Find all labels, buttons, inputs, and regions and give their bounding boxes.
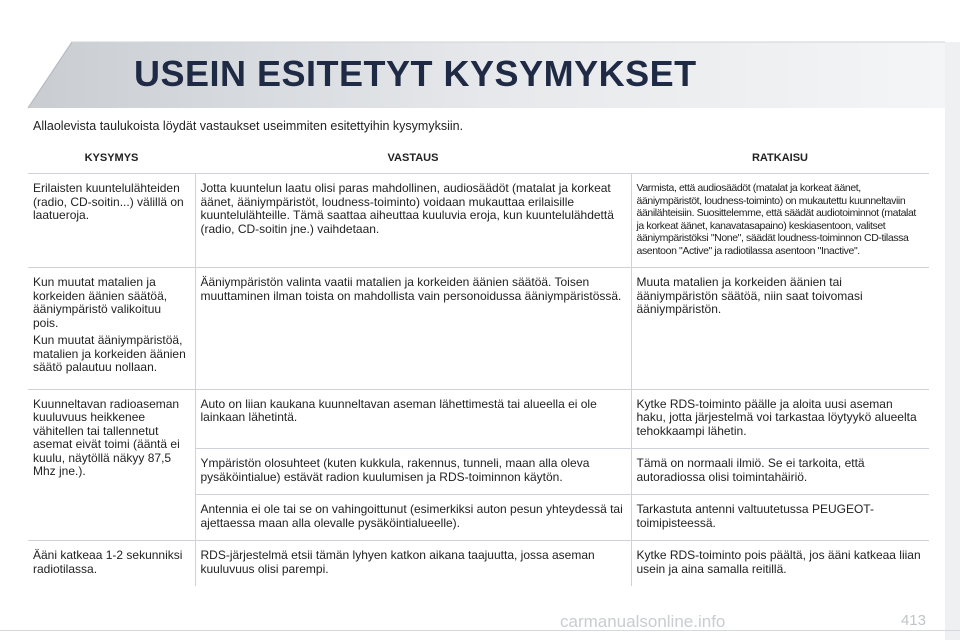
solution-cell: Tarkastuta antenni valtuutetussa PEUGEOT-toimipisteessä. — [631, 495, 929, 541]
page-number: 413 — [900, 612, 926, 629]
footer-rule — [0, 630, 960, 631]
table-row — [28, 541, 929, 587]
table-row — [28, 389, 929, 449]
header-solution: RATKAISU — [631, 145, 929, 174]
intro-text: Allaolevista taulukoista löydät vastaukset useimmiten esitettyihin kysymyksiin. — [33, 119, 464, 133]
solution-cell: Tämä on normaali ilmiö. Se ei tarkoita, että autoradiossa olisi toimintahäiriö. — [631, 449, 929, 495]
answer-cell: RDS-järjestelmä etsii tämän lyhyen katkon aikana taajuutta, jossa aseman kuuluvuus olisi parempi. — [195, 541, 631, 587]
question-cell — [28, 268, 195, 390]
solution-cell: Muuta matalien ja korkeiden äänien tai ääniympäristön säätöä, niin saat toivomasi ääniympäristön. — [631, 268, 929, 390]
answer-cell: Auto on liian kaukana kuunneltavan aseman lähettimestä tai alueella ei ole lainkaan lähetintä. — [195, 389, 631, 449]
faq-table — [28, 145, 929, 586]
table-row — [28, 174, 929, 268]
header-answer: VASTAUS — [195, 145, 631, 174]
solution-cell: Kytke RDS-toiminto päälle ja aloita uusi aseman haku, jotta järjestelmä voi tarkastaa löytyykö alueelta tehokkaampi lähetin. — [631, 389, 929, 449]
watermark: carmanualsonline.info — [560, 612, 726, 631]
question-paragraph: Kun muutat ääniympäristöä, matalien ja korkeiden äänien säätö palautuu nollaan. — [33, 333, 186, 374]
answer-cell: Jotta kuuntelun laatu olisi paras mahdollinen, audiosäädöt (matalat ja korkeat äänet, ääniympäristöt, loudness-toiminto) voidaan mukauttaa erilaisille kuuntelulähteille. Tämä saattaa aiheuttaa kuuluvia eroja, kun kuuntelulähdettä (radio, CD-soitin jne.) vaihdetaan. — [195, 174, 631, 268]
side-rail — [945, 42, 960, 640]
table-row — [28, 268, 929, 390]
answer-cell: Ympäristön olosuhteet (kuten kukkula, rakennus, tunneli, maan alla oleva pysäköintialue) estävät radion kuulumisen ja RDS-toiminnon käytön. — [195, 449, 631, 495]
header-question: KYSYMYS — [28, 145, 195, 174]
solution-cell: Kytke RDS-toiminto pois päältä, jos ääni katkeaa liian usein ja aina samalla reitillä. — [636, 548, 921, 576]
question-cell: Kuunneltavan radioaseman kuuluvuus heikkenee vähitellen tai tallennetut asemat eivät toimi (ääntä ei kuulu, näytöllä näkyy 87,5 Mhz jne.). — [28, 389, 195, 541]
answer-cell: Antennia ei ole tai se on vahingoittunut (esimerkiksi auton pesun yhteydessä tai ajettaessa maan alla olevalle pysäköintialueelle). — [195, 495, 631, 541]
solution-cell: Varmista, että audiosäädöt (matalat ja korkeat äänet, ääniympäristöt, loudness-toiminto) on mukautettu kuunneltaviin äänilähteisiin. Suosittelemme, että säädät audiotoiminnot (matalat ja korkeat äänet, kanavatasapaino) keskiasentoon, valitset ääniympäristöksi "None", säädät loudness-toiminnon CD-tilassa asentoon "Active" ja radiotilassa asentoon "Inactive". — [631, 174, 929, 268]
question-paragraph: Kun muutat matalien ja korkeiden äänien säätöä, ääniympäristö valikoituu pois. — [33, 275, 168, 330]
table-header-row — [28, 145, 929, 174]
question-cell: Ääni katkeaa 1-2 sekunniksi radiotilassa. — [28, 541, 195, 587]
answer-cell: Ääniympäristön valinta vaatii matalien ja korkeiden äänien säätöä. Toisen muuttaminen ilman toista on mahdollista vain personoidussa ääniympäristössä. — [195, 268, 631, 390]
question-cell: Erilaisten kuuntelulähteiden (radio, CD-soitin...) välillä on laatueroja. — [28, 174, 195, 268]
page-title: USEIN ESITETYT KYSYMYKSET — [134, 53, 697, 94]
